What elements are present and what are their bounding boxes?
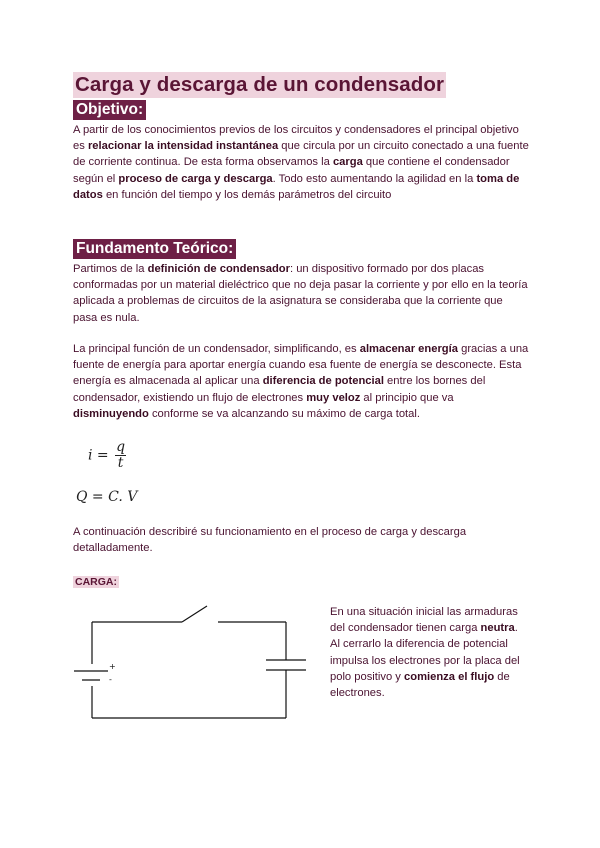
bold-text-segment: relacionar la intensidad instantánea [87, 140, 279, 153]
carga-description [330, 604, 530, 701]
bold-text-segment: almacenar energía [359, 343, 458, 355]
text-segment: que contiene el condensador según el [73, 156, 510, 185]
text-segment: gracias a una fuente de energía para aportar energía cuando esa fuente de energía se desconecte. Esta energía es almacenada al aplicar una [73, 343, 529, 388]
equation-current-lhs: i = [88, 447, 109, 464]
carga-heading: CARGA: [75, 576, 117, 588]
text-segment: Partimos de la [73, 263, 148, 275]
text-segment: que circula por un circuito conectado a una fuente de corriente continua. De esta forma observamos la [73, 140, 529, 169]
fundamento-heading: Fundamento Teórico: [73, 239, 236, 259]
bold-text-segment: proceso de carga y descarga [118, 172, 273, 185]
bold-text-segment: definición de condensador [147, 263, 290, 275]
text-segment: conforme se va alcanzando su máximo de carga total. [148, 407, 420, 420]
battery-minus-sign: - [109, 675, 112, 684]
text-segment: En una situación inicial las armaduras del condensador tienen carga [330, 606, 518, 635]
objetivo-section [73, 100, 146, 120]
fundamento-paragraph-2 [73, 341, 529, 422]
text-segment: . [514, 622, 518, 635]
objetivo-paragraph [73, 122, 529, 203]
text-segment: A partir de los conocimientos previos de los circuitos y condensadores el principal objetivo es [73, 124, 519, 153]
equation-current [88, 440, 126, 471]
bold-text-segment: toma de datos [73, 172, 520, 201]
document-page [73, 72, 533, 98]
fundamento-paragraph-3: A continuación describiré su funcionamiento en el proceso de carga y descarga detalladamente. [73, 526, 467, 555]
equation-current-denominator: t [117, 455, 124, 471]
bold-text-segment: disminuyendo [73, 407, 149, 420]
circuit-switch-open [182, 606, 207, 622]
bold-text-segment: neutra [480, 622, 515, 635]
fundamento-paragraph-1 [73, 261, 529, 326]
bold-text-segment: muy veloz [306, 391, 361, 404]
battery-plus-sign: + [109, 662, 116, 671]
fundamento-section [73, 239, 236, 259]
text-segment: en función del tiempo y los demás parámetros del circuito [102, 188, 392, 201]
charging-circuit-diagram [70, 598, 310, 738]
text-segment: al principio que va [360, 391, 454, 404]
text-segment: entre los bornes del condensador, existiendo un flujo de electrones [73, 375, 486, 404]
text-segment: Al cerrarlo la diferencia de potencial impulsa los electrones por la placa del polo positivo y [330, 638, 520, 683]
document-title: Carga y descarga de un condensador [75, 73, 445, 96]
objetivo-heading: Objetivo: [73, 100, 146, 120]
carga-section [73, 572, 119, 590]
text-segment: : un dispositivo formado por dos placas conformadas por un material dieléctrico que no deja pasar la corriente y por ello en la teoría aplicada a problemas de circuitos de la asignatura se consideraba que la corriente que pasa es nula. [73, 263, 528, 324]
text-segment: . Todo esto aumentando la agilidad en la [272, 172, 477, 185]
equation-charge: Q = C. V [76, 489, 138, 505]
bold-text-segment: comienza el flujo [404, 670, 495, 683]
text-segment: de electrones. [330, 670, 510, 700]
equation-current-numerator: q [116, 439, 126, 455]
bold-text-segment: carga [332, 156, 363, 169]
text-segment: La principal función de un condensador, simplificando, es [73, 343, 360, 355]
bold-text-segment: diferencia de potencial [262, 375, 384, 388]
